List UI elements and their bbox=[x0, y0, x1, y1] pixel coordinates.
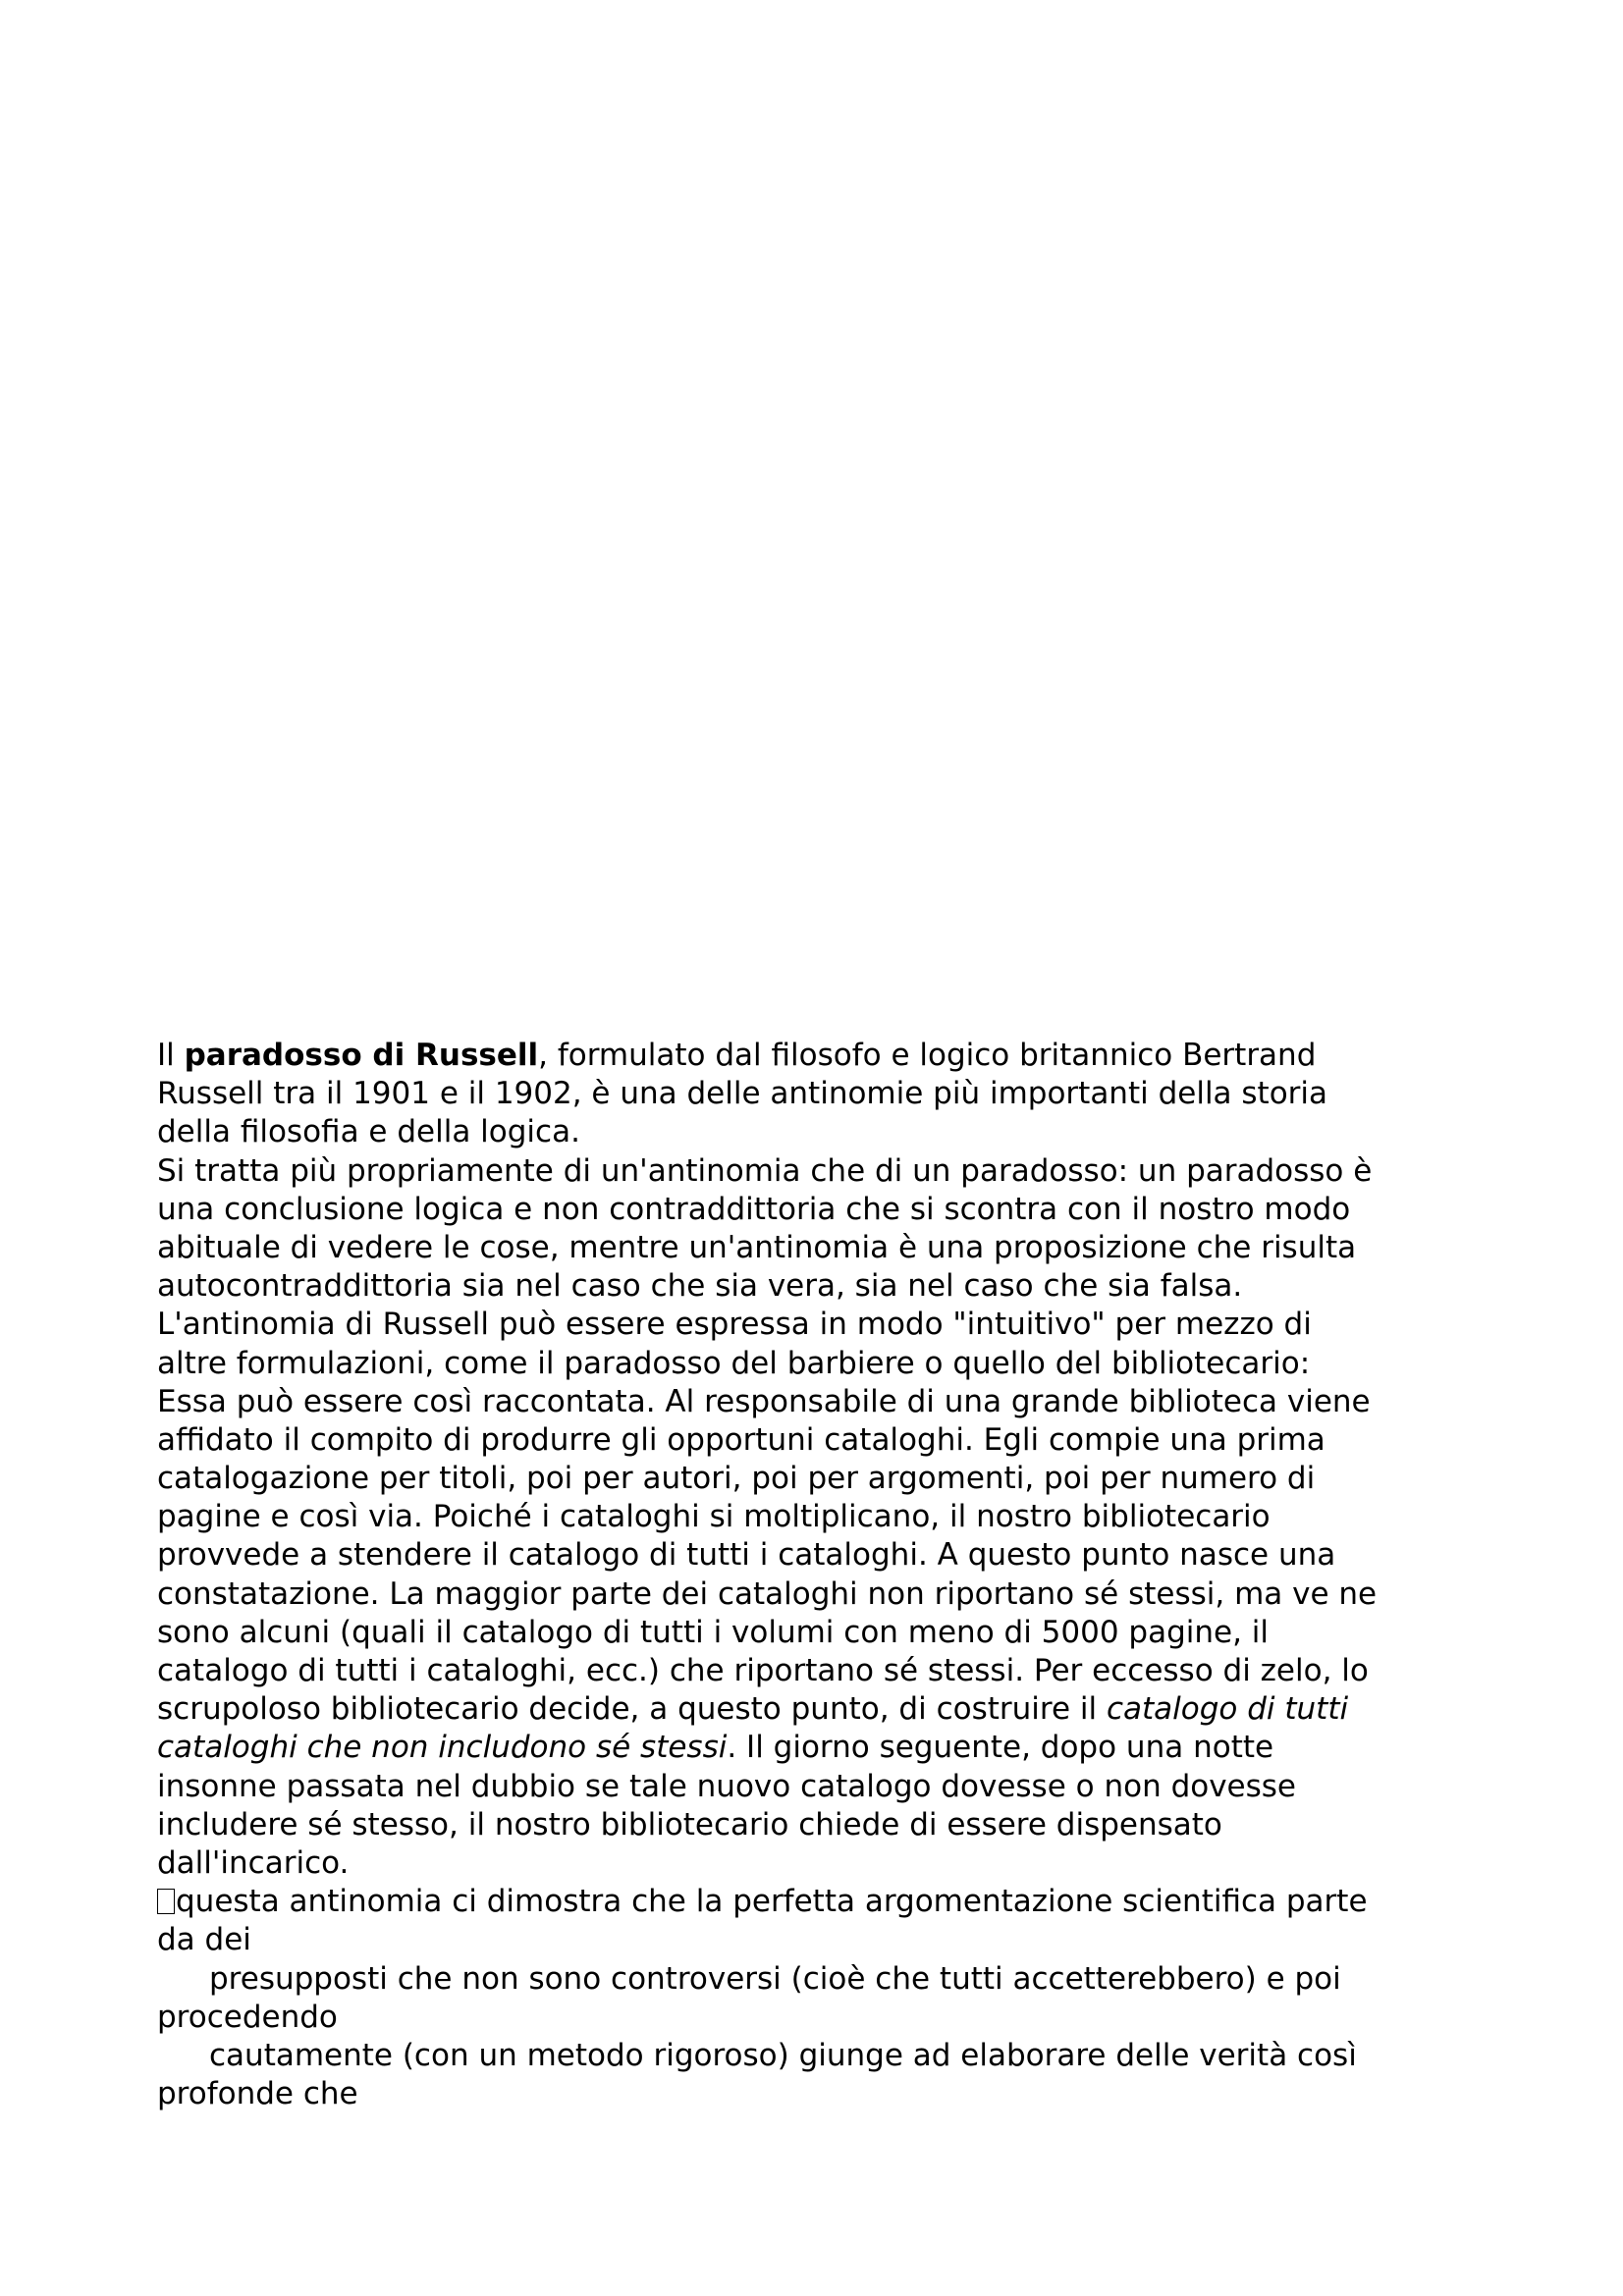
missing-glyph-icon bbox=[157, 1889, 175, 1914]
text-line: pagine e così via. Poiché i cataloghi si moltiplicano, il nostro bibliotecario bbox=[157, 1499, 1271, 1535]
text-line: abituale di vedere le cose, mentre un'antinomia è una proposizione che risulta bbox=[157, 1229, 1357, 1265]
text-line: della filosofia e della logica. bbox=[157, 1114, 580, 1150]
text-line: catalogo di tutti i cataloghi, ecc.) che riportano sé stessi. Per eccesso di zelo, lo bbox=[157, 1653, 1369, 1688]
text-line: da dei bbox=[157, 1922, 251, 1958]
text-line: scrupoloso bibliotecario decide, a questo punto, di costruire il catalogo di tutti bbox=[157, 1691, 1349, 1728]
text-line: Il paradosso di Russell, formulato dal filosofo e logico britannico Bertrand bbox=[157, 1038, 1317, 1073]
text-line: L'antinomia di Russell può essere espressa in modo "intuitivo" per mezzo di bbox=[157, 1307, 1312, 1343]
text-line: provvede a stendere il catalogo di tutti i cataloghi. A questo punto nasce una bbox=[157, 1537, 1336, 1574]
text-line: dall'incarico. bbox=[157, 1844, 350, 1881]
italic-phrase: catalogo di tutti bbox=[1106, 1691, 1349, 1728]
text-line: affidato il compito di produrre gli opportuni cataloghi. Egli compie una prima bbox=[157, 1421, 1325, 1458]
text-line: Essa può essere così raccontata. Al responsabile di una grande biblioteca viene bbox=[157, 1383, 1371, 1419]
text-line: profonde che bbox=[157, 2076, 358, 2112]
text-line: insonne passata nel dubbio se tale nuovo catalogo dovesse o non dovesse bbox=[157, 1768, 1297, 1804]
text-line: una conclusione logica e non contraddittoria che si scontra con il nostro modo bbox=[157, 1191, 1351, 1227]
text-line: cataloghi che non includono sé stessi. Il giorno seguente, dopo una notte bbox=[157, 1730, 1274, 1766]
document-body bbox=[157, 1037, 1492, 2113]
text-line: Russell tra il 1901 e il 1902, è una delle antinomie più importanti della storia bbox=[157, 1076, 1328, 1112]
text-line: constatazione. La maggior parte dei cataloghi non riportano sé stessi, ma ve ne bbox=[157, 1575, 1378, 1612]
text-line: presupposti che non sono controversi (cioè che tutti accetterebbero) e poi bbox=[209, 1960, 1341, 1997]
text-line: procedendo bbox=[157, 1999, 338, 2035]
italic-phrase: cataloghi che non includono sé stessi bbox=[157, 1730, 728, 1766]
text-line: questa antinomia ci dimostra che la perfetta argomentazione scientifica parte bbox=[157, 1883, 1492, 1921]
bold-term: paradosso di Russell bbox=[184, 1038, 539, 1073]
text-line: altre formulazioni, come il paradosso del barbiere o quello del bibliotecario: bbox=[157, 1345, 1311, 1381]
text-line: autocontraddittoria sia nel caso che sia vera, sia nel caso che sia falsa. bbox=[157, 1268, 1243, 1305]
text-line: sono alcuni (quali il catalogo di tutti i volumi con meno di 5000 pagine, il bbox=[157, 1614, 1270, 1650]
text-line: includere sé stesso, il nostro bibliotecario chiede di essere dispensato bbox=[157, 1806, 1222, 1842]
text-line: Si tratta più propriamente di un'antinomia che di un paradosso: un paradosso è bbox=[157, 1152, 1373, 1189]
text-line: cautamente (con un metodo rigoroso) giunge ad elaborare delle verità così bbox=[209, 2037, 1357, 2073]
text-line: catalogazione per titoli, poi per autori, poi per argomenti, poi per numero di bbox=[157, 1461, 1316, 1497]
